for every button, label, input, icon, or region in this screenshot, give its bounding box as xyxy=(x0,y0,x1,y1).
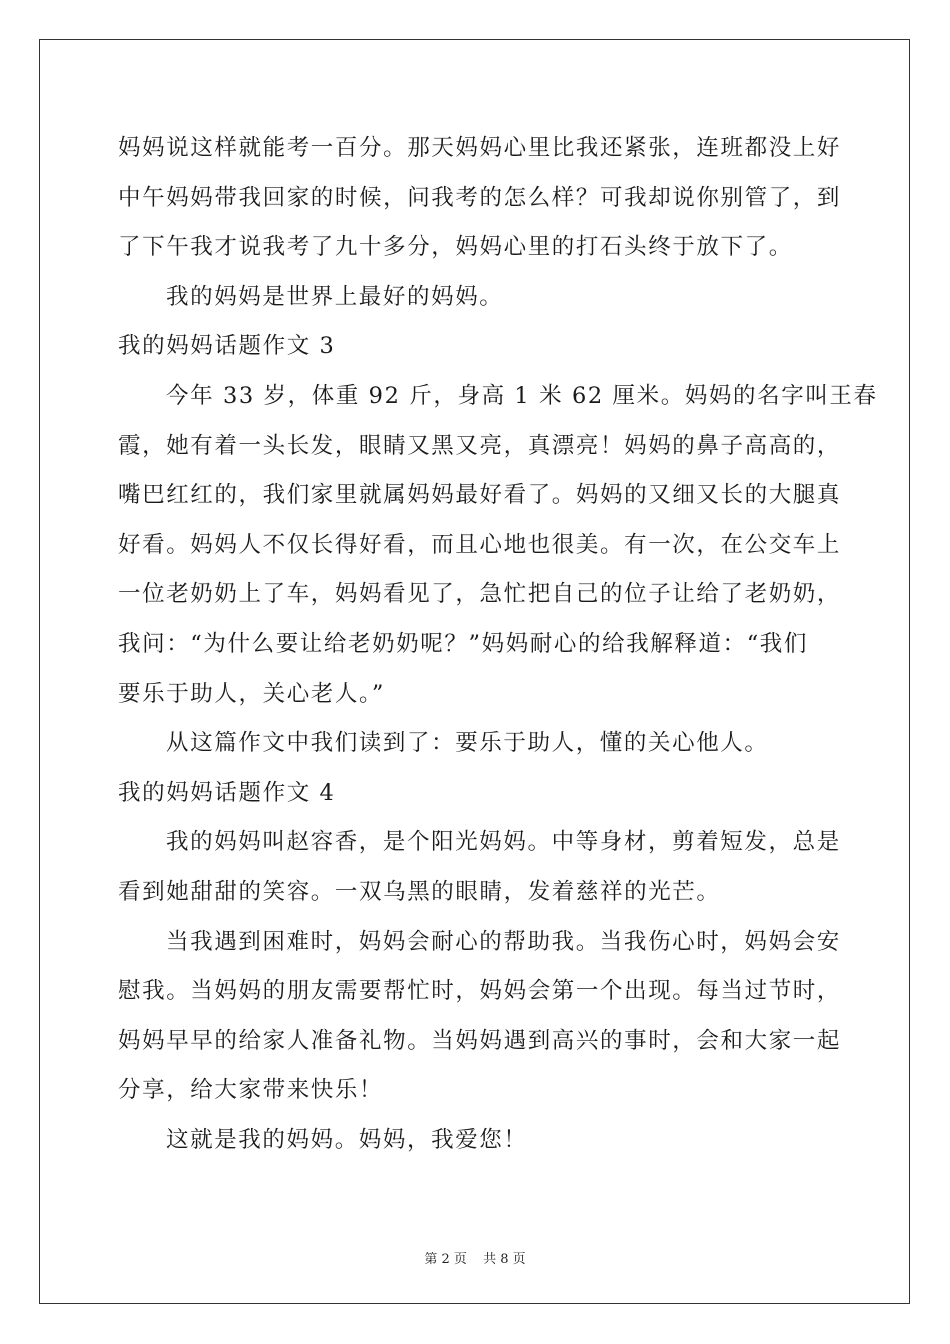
text-line: 我问：“为什么要让给老奶奶呢？”妈妈耐心的给我解释道：“我们 xyxy=(118,630,809,657)
text-line: 看到她甜甜的笑容。一双乌黑的眼睛，发着慈祥的光芒。 xyxy=(118,878,721,905)
text-line: 今年 33 岁，体重 92 斤，身高 1 米 62 厘米。妈妈的名字叫王春 xyxy=(166,382,878,409)
text-line: 从这篇作文中我们读到了：要乐于助人，懂的关心他人。 xyxy=(166,730,769,757)
text-line: 了下午我才说我考了九十多分，妈妈心里的打石头终于放下了。 xyxy=(118,234,793,261)
text-line: 这就是我的妈妈。妈妈，我爱您！ xyxy=(166,1126,528,1153)
page-total: 共 8 页 xyxy=(483,1252,526,1267)
section-heading: 我的妈妈话题作文 3 xyxy=(118,333,336,360)
page-footer xyxy=(0,1248,950,1267)
section-heading: 我的妈妈话题作文 4 xyxy=(118,779,336,806)
document-body xyxy=(118,124,878,1165)
text-line: 好看。妈妈人不仅长得好看，而且心地也很美。有一次，在公交车上 xyxy=(118,531,842,558)
text-line: 慰我。当妈妈的朋友需要帮忙时，妈妈会第一个出现。每当过节时， xyxy=(118,978,842,1005)
text-line: 我的妈妈是世界上最好的妈妈。 xyxy=(166,283,504,310)
text-line: 一位老奶奶上了车，妈妈看见了，急忙把自己的位子让给了老奶奶， xyxy=(118,581,842,608)
text-line: 嘴巴红红的，我们家里就属妈妈最好看了。妈妈的又细又长的大腿真 xyxy=(118,482,842,509)
text-line: 当我遇到困难时，妈妈会耐心的帮助我。当我伤心时，妈妈会安 xyxy=(166,928,841,955)
text-line: 霞，她有着一头长发，眼睛又黑又亮，真漂亮！妈妈的鼻子高高的， xyxy=(118,432,842,459)
text-line: 分享，给大家带来快乐！ xyxy=(118,1077,384,1104)
text-line: 要乐于助人，关心老人。” xyxy=(118,680,385,707)
text-line: 妈妈早早的给家人准备礼物。当妈妈遇到高兴的事时，会和大家一起 xyxy=(118,1027,842,1054)
text-line: 妈妈说这样就能考一百分。那天妈妈心里比我还紧张，连班都没上好 xyxy=(118,135,842,161)
page-number: 第 2 页 xyxy=(424,1252,467,1267)
text-line: 中午妈妈带我回家的时候，问我考的怎么样？可我却说你别管了，到 xyxy=(118,184,842,211)
text-line: 我的妈妈叫赵容香，是个阳光妈妈。中等身材，剪着短发，总是 xyxy=(166,829,841,856)
